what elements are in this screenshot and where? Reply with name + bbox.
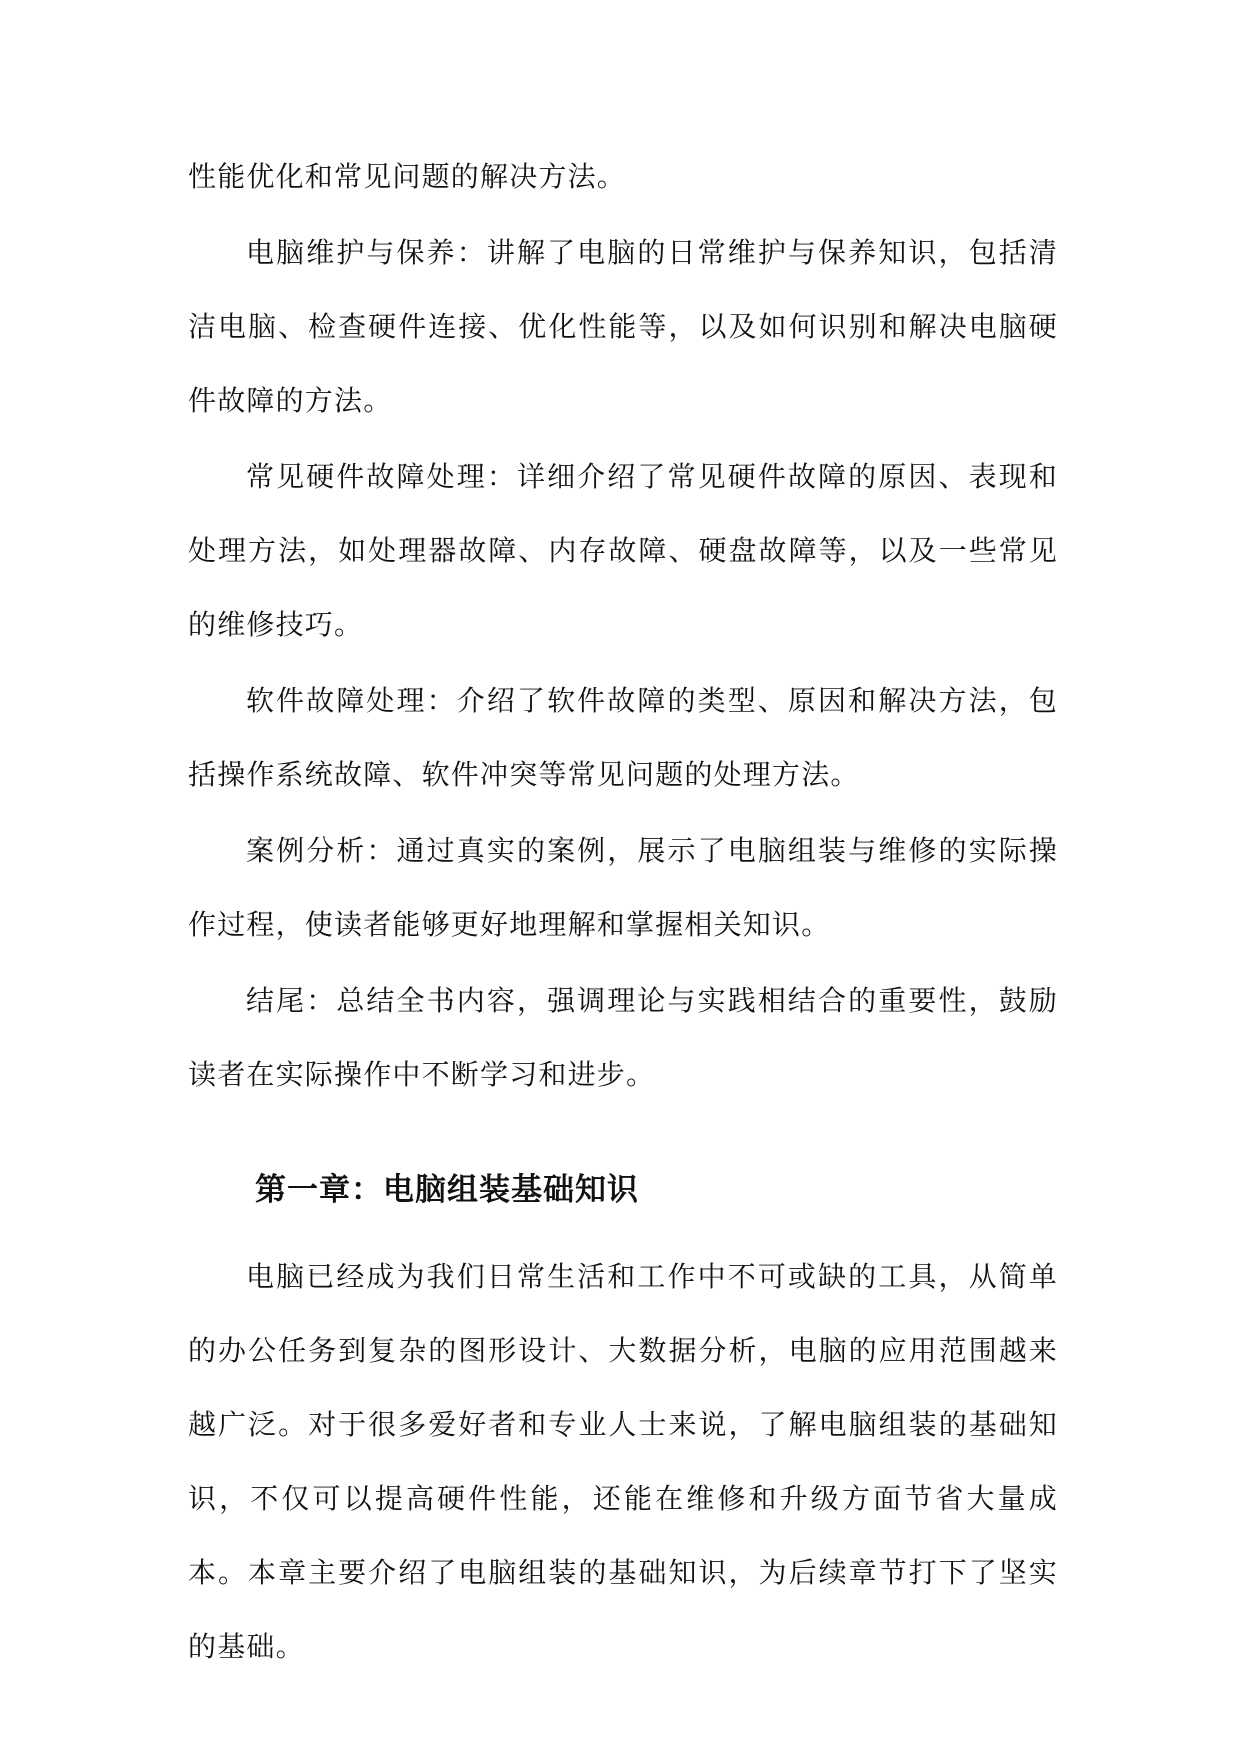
paragraph-maintenance: 电脑维护与保养：讲解了电脑的日常维护与保养知识，包括清洁电脑、检查硬件连接、优化性能等，以及如何识别和解决电脑硬件故障的方法。 <box>188 236 1058 417</box>
paragraph-case-analysis: 案例分析：通过真实的案例，展示了电脑组装与维修的实际操作过程，使读者能够更好地理解和掌握相关知识。 <box>188 834 1058 941</box>
document-body <box>188 140 1058 1686</box>
paragraph-chapter-intro: 电脑已经成为我们日常生活和工作中不可或缺的工具，从简单的办公任务到复杂的图形设计、大数据分析，电脑的应用范围越来越广泛。对于很多爱好者和专业人士来说，了解电脑组装的基础知识，不仅可以提高硬件性能，还能在维修和升级方面节省大量成本。本章主要介绍了电脑组装的基础知识，为后续章节打下了坚实的基础。 <box>188 1260 1058 1663</box>
chapter-title: 第一章：电脑组装基础知识 <box>255 1172 639 1208</box>
paragraph-continuation: 性能优化和常见问题的解决方法。 <box>188 160 627 193</box>
paragraph-hardware-faults: 常见硬件故障处理：详细介绍了常见硬件故障的原因、表现和处理方法，如处理器故障、内存故障、硬盘故障等，以及一些常见的维修技巧。 <box>188 460 1058 641</box>
paragraph-software-faults: 软件故障处理：介绍了软件故障的类型、原因和解决方法，包括操作系统故障、软件冲突等常见问题的处理方法。 <box>188 684 1058 791</box>
paragraph-conclusion: 结尾：总结全书内容，强调理论与实践相结合的重要性，鼓励读者在实际操作中不断学习和进步。 <box>188 984 1058 1091</box>
